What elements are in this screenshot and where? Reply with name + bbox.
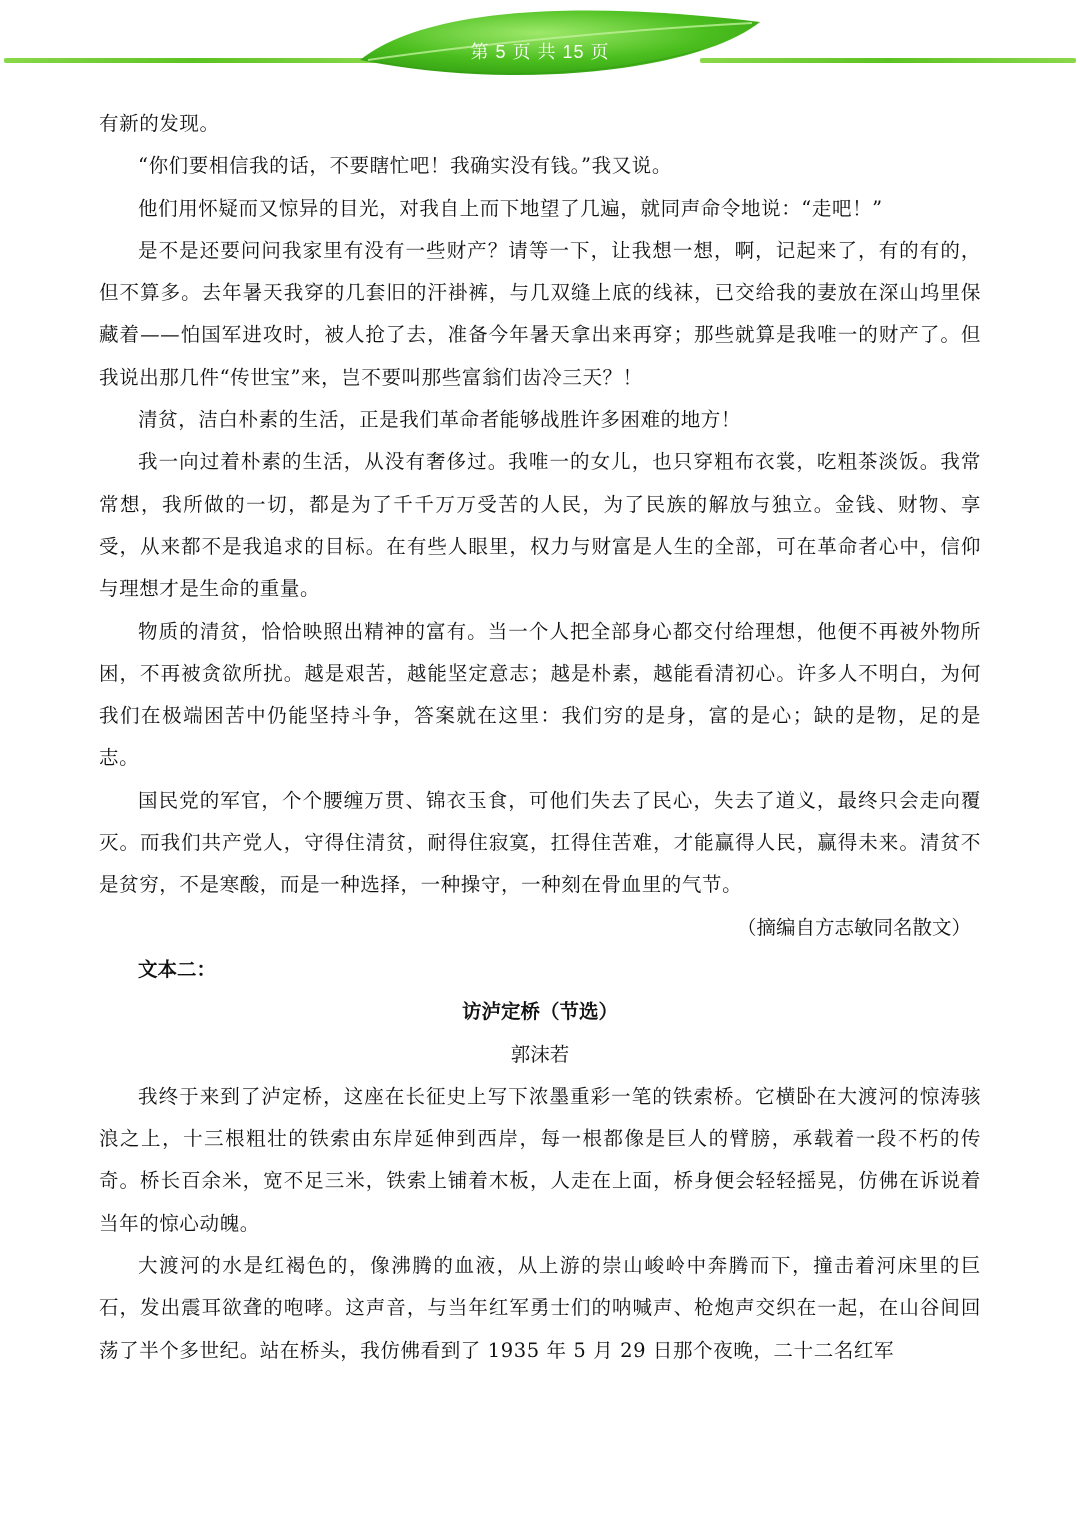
- attribution: （摘编自方志敏同名散文）: [736, 915, 971, 939]
- paragraph: 我一向过着朴素的生活，从没有奢侈过。我唯一的女儿，也只穿粗布衣裳，吃粗茶淡饭。我常常想，我所做的一切，都是为了千千万万受苦的人民，为了民族的解放与独立。金钱、财物、享受，从来都不是我追求的目标。在有些人眼里，权力与财富是人生的全部，可在革命者心中，信仰与理想才是生命的重量。: [99, 450, 981, 601]
- page-header: [0, 0, 1080, 100]
- paragraph: 我终于来到了泸定桥，这座在长征史上写下浓墨重彩一笔的铁索桥。它横卧在大渡河的惊涛骇浪之上，十三根粗壮的铁索由东岸延伸到西岸，每一根都像是巨人的臂膀，承载着一段不朽的传奇。桥长百余米，宽不足三米，铁索上铺着木板，人走在上面，桥身便会轻轻摇晃，仿佛在诉说着当年的惊心动魄。: [99, 1084, 981, 1235]
- paragraph: 大渡河的水是红褐色的，像沸腾的血液，从上游的崇山峻岭中奔腾而下，撞击着河床里的巨石，发出震耳欲聋的咆哮。这声音，与当年红军勇士们的呐喊声、枪炮声交织在一起，在山谷间回荡了半个多世纪。站在桥头，我仿佛看到了 1935 年 5 月 29 日那个夜晚，二十二名红军: [99, 1254, 981, 1362]
- document-body: [99, 103, 981, 1372]
- page-indicator: 第 5 页 共 15 页: [470, 42, 610, 62]
- paragraph: 他们用怀疑而又惊异的目光，对我自上而下地望了几遍，就同声命令地说：“走吧！”: [138, 196, 883, 220]
- paragraph: 清贫，洁白朴素的生活，正是我们革命者能够战胜许多困难的地方！: [138, 408, 742, 432]
- paragraph: 有新的发现。: [99, 112, 220, 135]
- paragraph: 物质的清贫，恰恰映照出精神的富有。当一个人把全部身心都交付给理想，他便不再被外物所困，不再被贪欲所扰。越是艰苦，越能坚定意志；越是朴素，越能看清初心。许多人不明白，为何我们在极端困苦中仍能坚持斗争，答案就在这里：我们穷的是身，富的是心；缺的是物，足的是志。: [99, 619, 981, 770]
- paragraph: 国民党的军官，个个腰缠万贯、锦衣玉食，可他们失去了民心，失去了道义，最终只会走向覆灭。而我们共产党人，守得住清贫，耐得住寂寞，扛得住苦难，才能赢得人民，赢得未来。清贫不是贫穷，不是寒酸，而是一种选择，一种操守，一种刻在骨血里的气节。: [99, 788, 981, 897]
- article-title: 访泸定桥（节选）: [461, 1000, 618, 1024]
- paragraph: “你们要相信我的话，不要瞎忙吧！我确实没有钱。”我又说。: [138, 154, 672, 178]
- paragraph: 是不是还要问问我家里有没有一些财产？请等一下，让我想一想，啊，记起来了，有的有的，但不算多。去年暑天我穿的几套旧的汗褂裤，与几双缝上底的线袜，已交给我的妻放在深山坞里保藏着——怕国军进攻时，被人抢了去，准备今年暑天拿出来再穿；那些就算是我唯一的财产了。但我说出那几件“传世宝”来，岂不要叫那些富翁们齿冷三天？！: [99, 238, 981, 389]
- section-label: 文本二：: [138, 957, 217, 981]
- article-author: 郭沫若: [510, 1042, 570, 1066]
